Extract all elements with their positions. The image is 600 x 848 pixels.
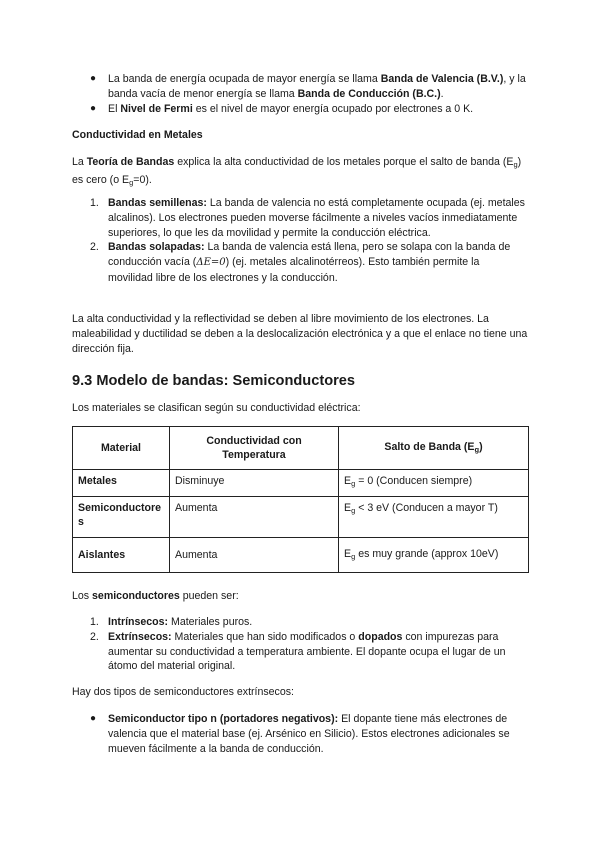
list-item: 1. Bandas semillenas: La banda de valencia no está completamente ocupada (ej. metales alcalinos). Los electrones pueden moverse fácilmente a niveles vacíos inmediatamente superiores, lo que les da movilidad y permite la conducción eléctrica. <box>90 197 525 239</box>
semis-intro: Los materiales se clasifican según su conductividad eléctrica: <box>72 402 361 414</box>
list-item: ● Semiconductor tipo n (portadores negativos): El dopante tiene más electrones de valencia que el material base (ej. Arsénico en Silicio). Estos electrones adicionales se mueven fácilmente a la banda de conducción. <box>90 713 510 755</box>
types-intro: Los semiconductores pueden ser: <box>72 590 239 602</box>
metals-list <box>90 196 526 286</box>
header-conductivity: Conductividad con Temperatura <box>170 427 339 470</box>
table-row: Semiconductores Aumenta $E_g < 3$ eV (Conducen a mayor T) <box>73 497 529 538</box>
list-item: 2. Extrínsecos: Materiales que han sido modificados o dopados con impurezas para aumentar su conductividad a temperatura ambiente. El dopante ocupa el lugar de un átomo del material original. <box>90 630 506 673</box>
extrinsic-list <box>90 712 528 756</box>
top-bullet-list <box>90 72 530 116</box>
list-item: ● La banda de energía ocupada de mayor energía se llama Banda de Valencia (B.V.), y la banda vacía de menor energía se llama Banda de Conducción (B.C.). <box>90 73 526 100</box>
list-item: ● El Nivel de Fermi es el nivel de mayor energía ocupado por electrones a 0 K. <box>90 102 474 115</box>
header-material: Material <box>73 427 170 470</box>
metals-closing: La alta conductividad y la reflectividad se deben al libre movimiento de los electrones. La maleabilidad y ductilidad se deben a la deslocalización electrónica y a que el enlace no tiene una dirección fija. <box>72 313 528 355</box>
types-list <box>90 615 528 674</box>
materials-table <box>72 426 529 573</box>
table-header-row <box>73 427 529 470</box>
bullet-icon: ● <box>90 73 97 84</box>
section-heading-semiconductors: 9.3 Modelo de bandas: Semiconductores <box>72 373 356 389</box>
extrinsic-intro: Hay dos tipos de semiconductores extrínsecos: <box>72 686 294 698</box>
bullet-icon: ● <box>90 713 97 724</box>
table-row: Metales Disminuye $E_g = 0$ (Conducen siempre) <box>73 470 529 497</box>
table-row: Aislantes Aumenta $E_g$ es muy grande (approx 10eV) <box>73 538 529 573</box>
section-heading-metals: Conductividad en Metales <box>72 129 203 141</box>
metals-intro: La Teoría de Bandas explica la alta conductividad de los metales porque el salto de banda $(E_g)$ es cero (o $E_g=0$). <box>72 156 522 187</box>
list-item: 2. Bandas solapadas: La banda de valencia está llena, pero se solapa con la banda de conducción vacía (ΔE=0) (ej. metales alcalinotérreos). Esto también permite la movilidad libre de los electrones y la conducción. <box>90 241 511 284</box>
bullet-icon: ● <box>90 102 97 114</box>
list-item: 1. Intrínsecos: Materiales puros. <box>90 616 253 628</box>
header-band-gap: Salto de Banda $(E_g)$ <box>339 427 529 470</box>
